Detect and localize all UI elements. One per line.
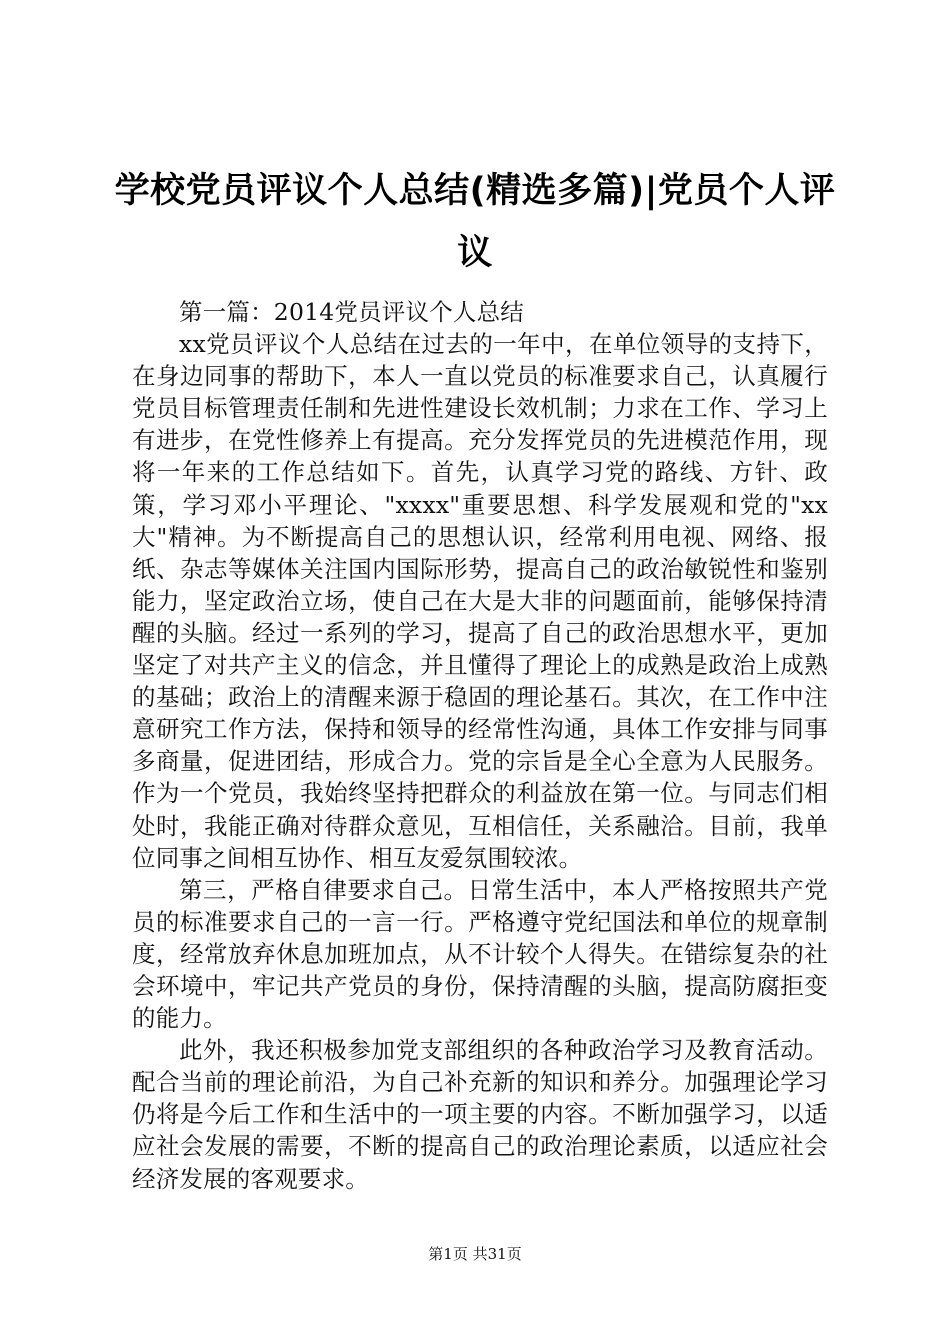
paragraph: 第三，严格自律要求自己。日常生活中，本人严格按照共产党员的标准要求自己的一言一行。严格遵守党纪国法和单位的规章制度，经常放弃休息加班加点，从不计较个人得失。在错综复杂的社会环境中，牢记共产党员的身份，保持清醒的头脑，提高防腐拒变的能力。 (132, 875, 828, 1033)
document-title: 学校党员评议个人总结(精选多篇)|党员个人评议 (114, 171, 836, 273)
document-body (132, 296, 828, 1195)
section-heading: 第一篇：2014党员评议个人总结 (179, 298, 525, 326)
page-footer: 第1页 共31页 (428, 1245, 522, 1263)
paragraph: xx党员评议个人总结在过去的一年中，在单位领导的支持下，在身边同事的帮助下，本人一直以党员的标准要求自己，认真履行党员目标管理责任制和先进性建设长效机制；力求在工作、学习上有进步，在党性修养上有提高。充分发挥党员的先进模范作用，现将一年来的工作总结如下。首先，认真学习党的路线、方针、政策，学习邓小平理论、"xxxx"重要思想、科学发展观和党的"xx大"精神。为不断提高自己的思想认识，经常利用电视、网络、报纸、杂志等媒体关注国内国际形势，提高自己的政治敏锐性和鉴别能力，坚定政治立场，使自己在大是大非的问题面前，能够保持清醒的头脑。经过一系列的学习，提高了自己的政治思想水平，更加坚定了对共产主义的信念，并且懂得了理论上的成熟是政治上成熟的基础；政治上的清醒来源于稳固的理论基石。其次，在工作中注意研究工作方法，保持和领导的经常性沟通，具体工作安排与同事多商量，促进团结，形成合力。党的宗旨是全心全意为人民服务。作为一个党员，我始终坚持把群众的利益放在第一位。与同志们相处时，我能正确对待群众意见，互相信任，关系融洽。目前，我单位同事之间相互协作、相互友爱氛围较浓。 (132, 330, 828, 872)
paragraph: 此外，我还积极参加党支部组织的各种政治学习及教育活动。配合当前的理论前沿，为自己补充新的知识和养分。加强理论学习仍将是今后工作和生活中的一项主要的内容。不断加强学习，以适应社会发展的需要，不断的提高自己的政治理论素质，以适应社会经济发展的客观要求。 (132, 1036, 828, 1193)
